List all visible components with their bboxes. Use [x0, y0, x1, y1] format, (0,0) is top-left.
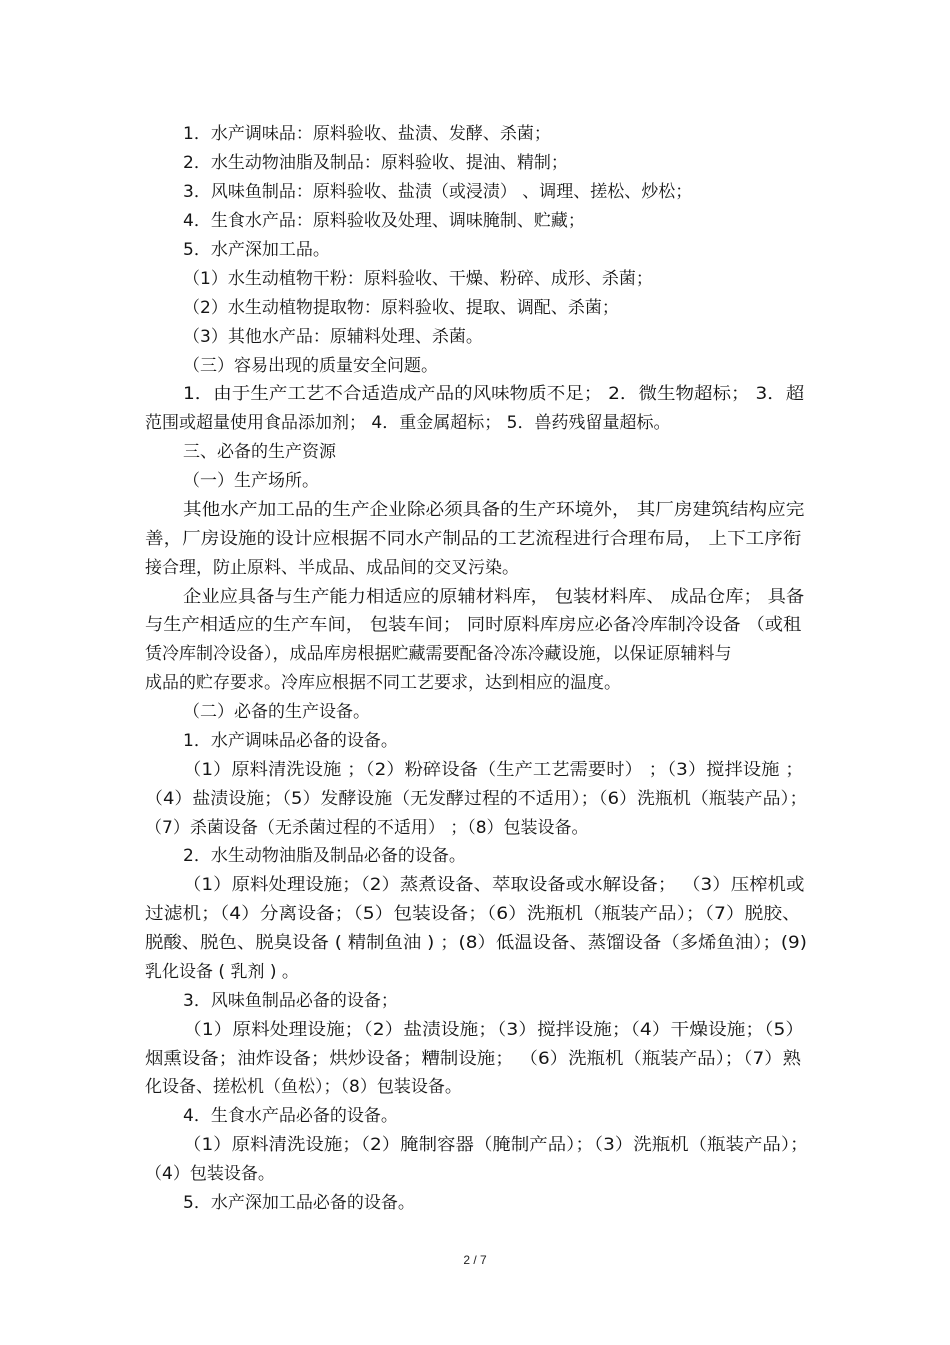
text-line: 乳化设备 ( 乳剂 ) 。: [145, 962, 299, 982]
text-line: 过滤机；（4）分离设备；（5）包装设备；（6）洗瓶机（瓶装产品）；（7）脱胶、: [145, 904, 801, 924]
text-line: （一）生产场所。: [183, 471, 319, 491]
text-line: 三、必备的生产资源: [183, 442, 336, 462]
text-line: （4）包装设备。: [145, 1164, 275, 1184]
text-line: 化设备、搓松机（鱼松）；（8）包装设备。: [145, 1077, 462, 1097]
text-line: 烟熏设备；油炸设备；烘炒设备；糟制设施； （6）洗瓶机（瓶装产品）；（7）熟: [145, 1049, 802, 1069]
text-line: （三）容易出现的质量安全问题。: [183, 356, 438, 376]
text-line: 与生产相适应的生产车间， 包装车间； 同时原料库房应必备冷库制冷设备 （或租: [145, 615, 802, 635]
text-line: 5．水产深加工品必备的设备。: [183, 1193, 415, 1213]
text-line: 1．由于生产工艺不合适造成产品的风味物质不足； 2．微生物超标； 3．超: [183, 384, 805, 404]
text-line: 3．风味鱼制品：原料验收、盐渍（或浸渍） 、调理、搓松、炒松；: [183, 182, 693, 202]
text-line: 2．水生动物油脂及制品：原料验收、提油、精制；: [183, 153, 568, 173]
text-line: （3）其他水产品：原辅料处理、杀菌。: [183, 327, 483, 347]
text-line: 其他水产加工品的生产企业除必须具备的生产环境外， 其厂房建筑结构应完: [183, 500, 805, 520]
page-number: 2 / 7: [463, 1253, 487, 1267]
text-line: 脱酸、脱色、脱臭设备 ( 精制鱼油 ) ；(8）低温设备、蒸馏设备（多烯鱼油）；(9): [145, 933, 807, 953]
text-line: （1）原料清洗设施；（2）腌制容器（腌制产品）；（3）洗瓶机（瓶装产品）；: [183, 1135, 809, 1155]
text-line: 1．水产调味品必备的设备。: [183, 731, 398, 751]
text-line: （1）原料处理设施；（2）盐渍设施；（3）搅拌设施；（4）干燥设施；（5）: [183, 1020, 805, 1040]
text-line: （1）原料处理设施；（2）蒸煮设备、萃取设备或水解设备； （3）压榨机或: [183, 875, 805, 895]
text-line: 3．风味鱼制品必备的设备；: [183, 991, 398, 1011]
text-line: 范围或超量使用食品添加剂； 4．重金属超标； 5．兽药残留量超标。: [145, 413, 671, 433]
text-line: 5．水产深加工品。: [183, 240, 330, 260]
text-line: 2．水生动物油脂及制品必备的设备。: [183, 846, 466, 866]
text-line: 赁冷库制冷设备），成品库房根据贮藏需要配备冷冻冷藏设施，以保证原辅料与: [145, 644, 732, 664]
text-line: 4．生食水产品：原料验收及处理、调味腌制、贮藏；: [183, 211, 585, 231]
text-line: 1．水产调味品：原料验收、盐渍、发酵、杀菌；: [183, 124, 551, 144]
text-line: 企业应具备与生产能力相适应的原辅材料库， 包装材料库、 成品仓库； 具备: [183, 587, 805, 607]
text-line: （7）杀菌设备（无杀菌过程的不适用） ；（8）包装设备。: [145, 818, 589, 838]
text-line: 成品的贮存要求。冷库应根据不同工艺要求，达到相应的温度。: [145, 673, 621, 693]
text-line: 接合理，防止原料、半成品、成品间的交叉污染。: [145, 558, 519, 578]
text-line: 善，厂房设施的设计应根据不同水产制品的工艺流程进行合理布局， 上下工序衔: [145, 529, 802, 549]
text-line: （二）必备的生产设备。: [183, 702, 370, 722]
text-line: （2）水生动植物提取物：原料验收、提取、调配、杀菌；: [183, 298, 619, 318]
text-line: （1）水生动植物干粉：原料验收、干燥、粉碎、成形、杀菌；: [183, 269, 653, 289]
text-line: （4）盐渍设施；（5）发酵设施（无发酵过程的不适用）；（6）洗瓶机（瓶装产品）；: [145, 789, 808, 809]
text-line: （1）原料清洗设施 ；（2）粉碎设备（生产工艺需要时） ；（3）搅拌设施 ；: [183, 760, 804, 780]
text-line: 4．生食水产品必备的设备。: [183, 1106, 398, 1126]
